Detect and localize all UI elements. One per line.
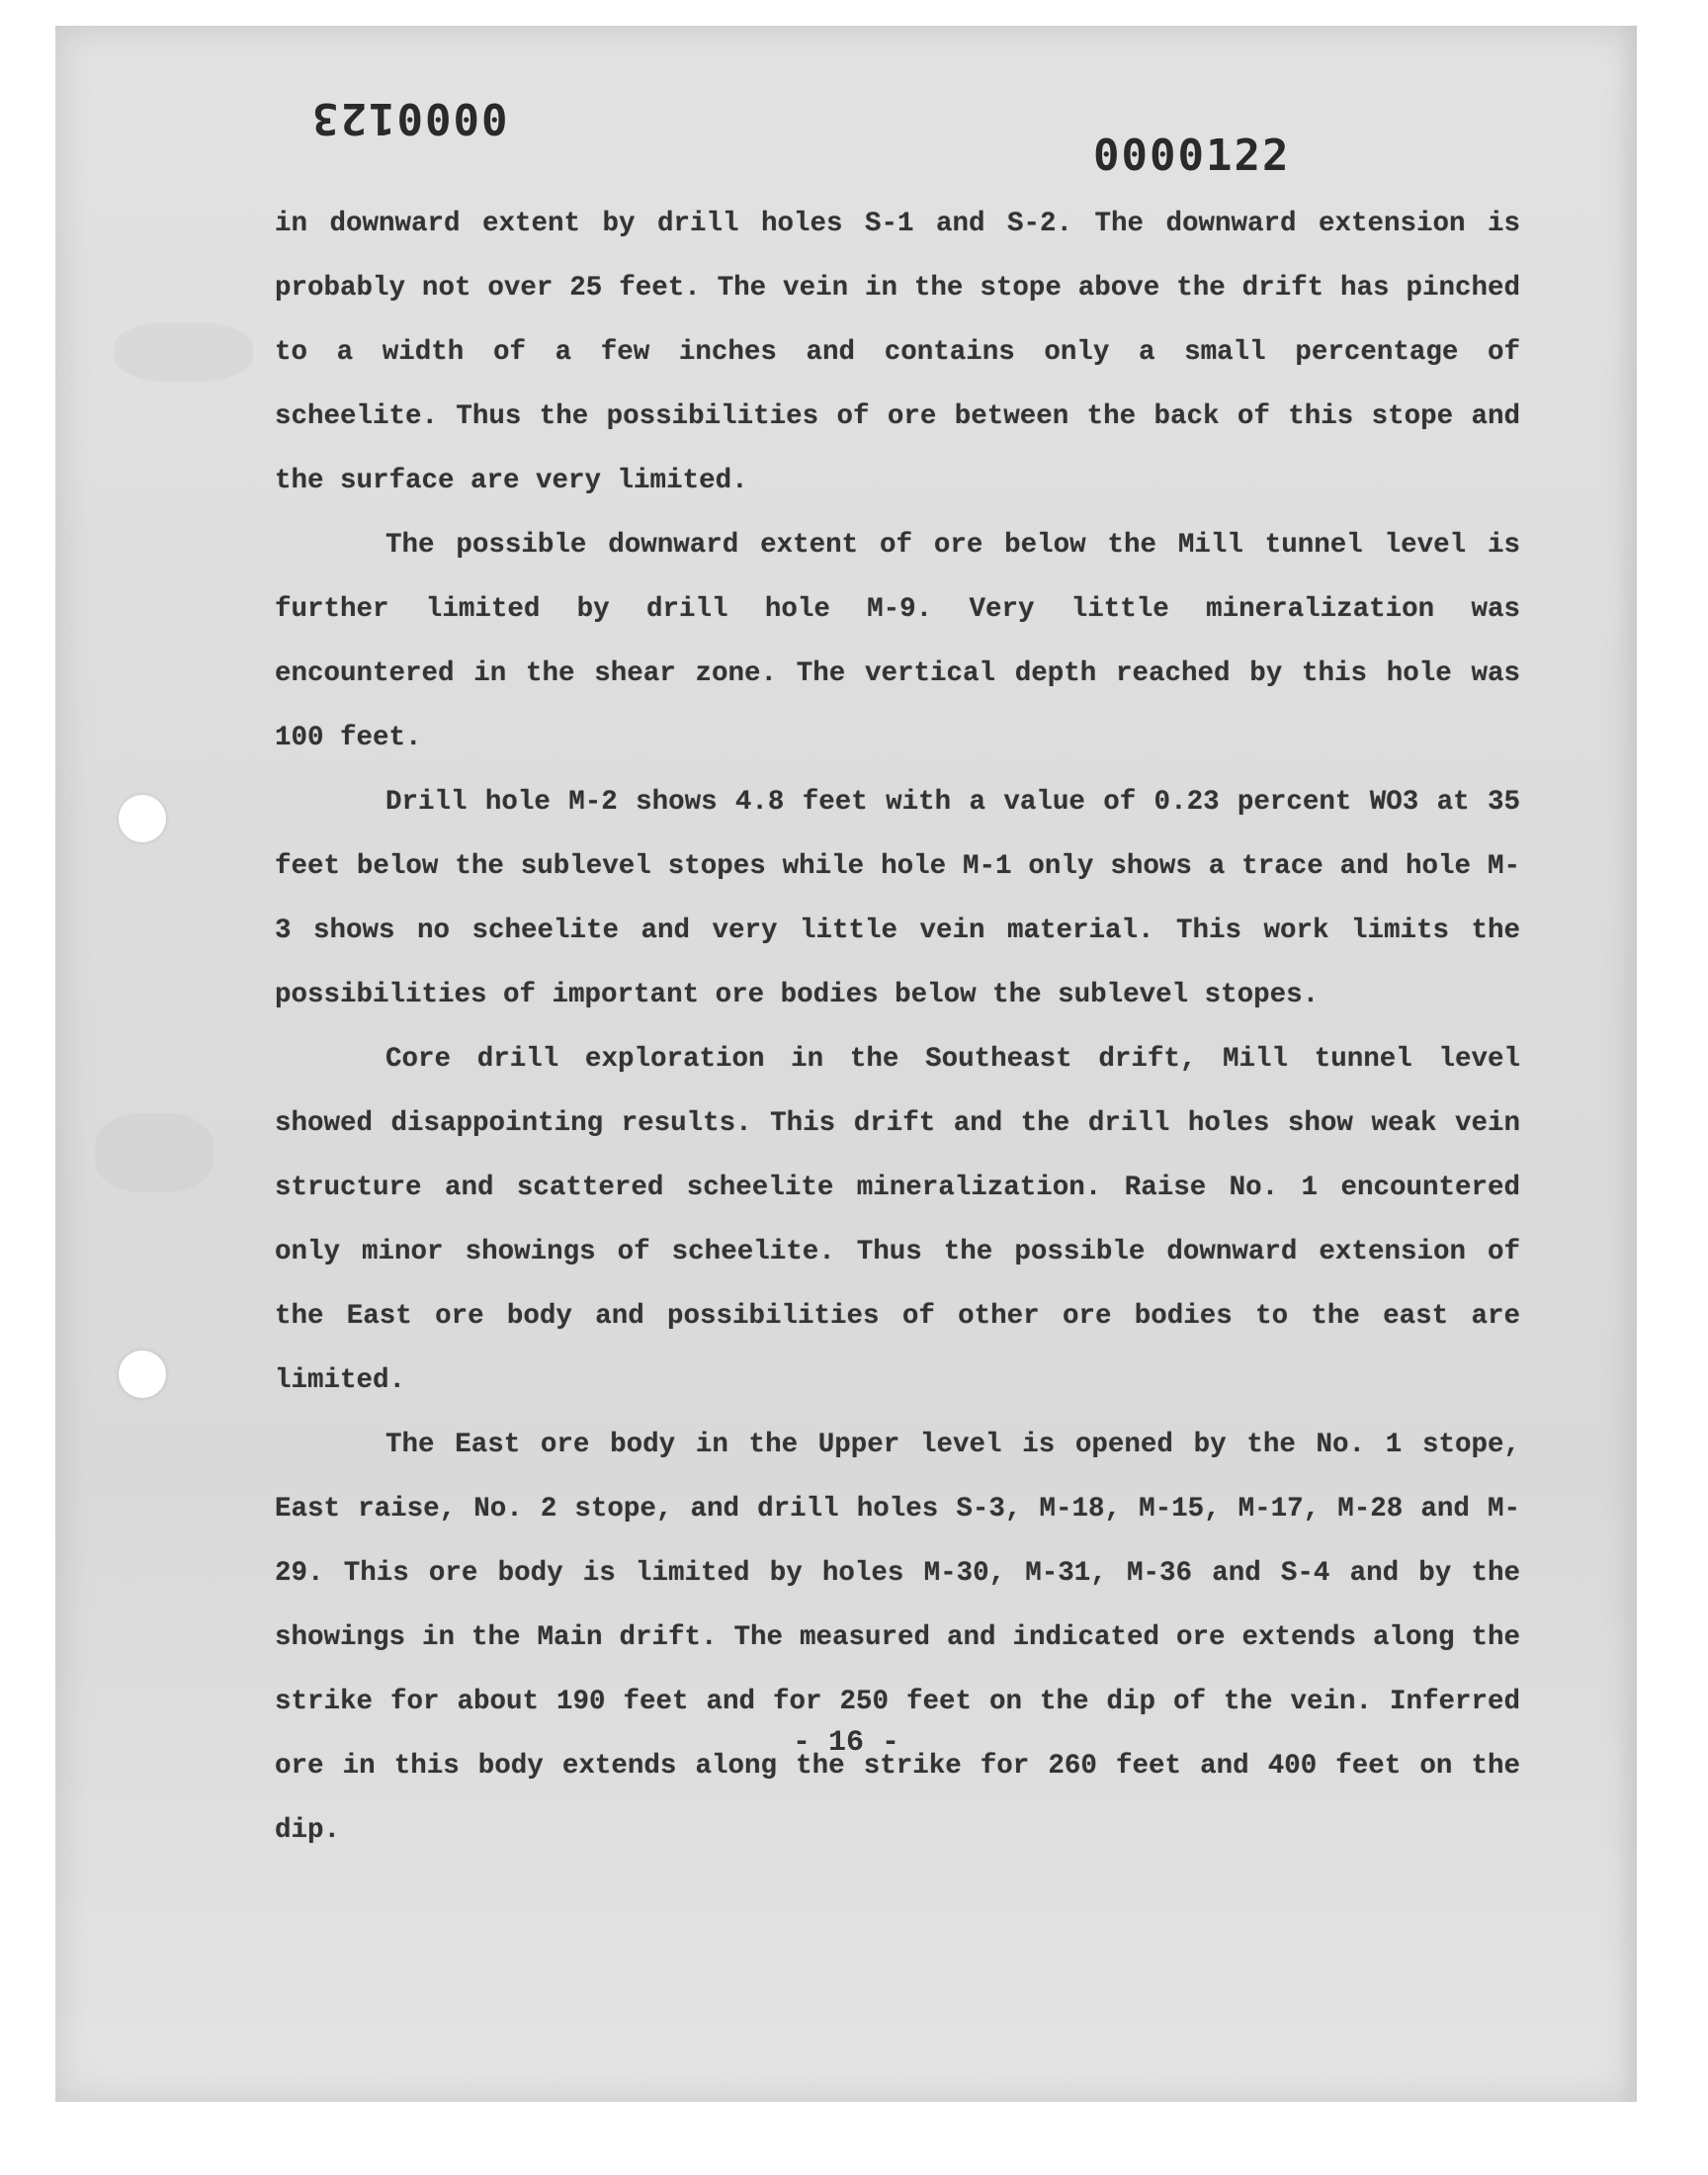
document-body [275,192,1520,1863]
document-page [55,26,1637,2102]
page-stamp-inverted: 0000123 [310,93,508,143]
punch-hole [119,795,166,842]
paragraph: Drill hole M-2 shows 4.8 feet with a value of 0.23 percent WO3 at 35 feet below the sublevel stopes while hole M-1 only shows a trace and hole M-3 shows no scheelite and very little vein material. This work limits the possibilities of important ore bodies below the sublevel stopes. [275,787,1520,1010]
page-stamp: 0000122 [1093,130,1291,181]
punch-hole [119,1350,166,1398]
paper-smudge [95,1113,214,1192]
paragraph: The possible downward extent of ore below the Mill tunnel level is further limited by drill hole M-9. Very little mineralization was encountered in the shear zone. The vertical depth reached by this hole was 100 feet. [275,530,1520,753]
paragraph: The East ore body in the Upper level is opened by the No. 1 stope, East raise, No. 2 stope, and drill holes S-3, M-18, M-15, M-17, M-28 and M-29. This ore body is limited by holes M-30, M-31, M-36 and S-4 and by the showings in the Main drift. The measured and indicated ore extends along the strike for about 190 feet and for 250 feet on the dip of the vein. Inferred ore in this body extends along the strike for 260 feet and 400 feet on the dip. [275,1430,1520,1846]
page-number: - 16 - [792,1726,900,1760]
paragraph: Core drill exploration in the Southeast drift, Mill tunnel level showed disappointing results. This drift and the drill holes show weak vein structure and scattered scheelite mineralization. Raise No. 1 encountered only minor showings of scheelite. Thus the possible downward extension of the East ore body and possibilities of other ore bodies to the east are limited. [275,1044,1520,1396]
paragraph: in downward extent by drill holes S-1 and S-2. The downward extension is probably not over 25 feet. The vein in the stope above the drift has pinched to a width of a few inches and contains only a small percentage of scheelite. Thus the possibilities of ore between the back of this stope and the surface are very limited. [275,209,1520,496]
paper-smudge [115,322,253,382]
